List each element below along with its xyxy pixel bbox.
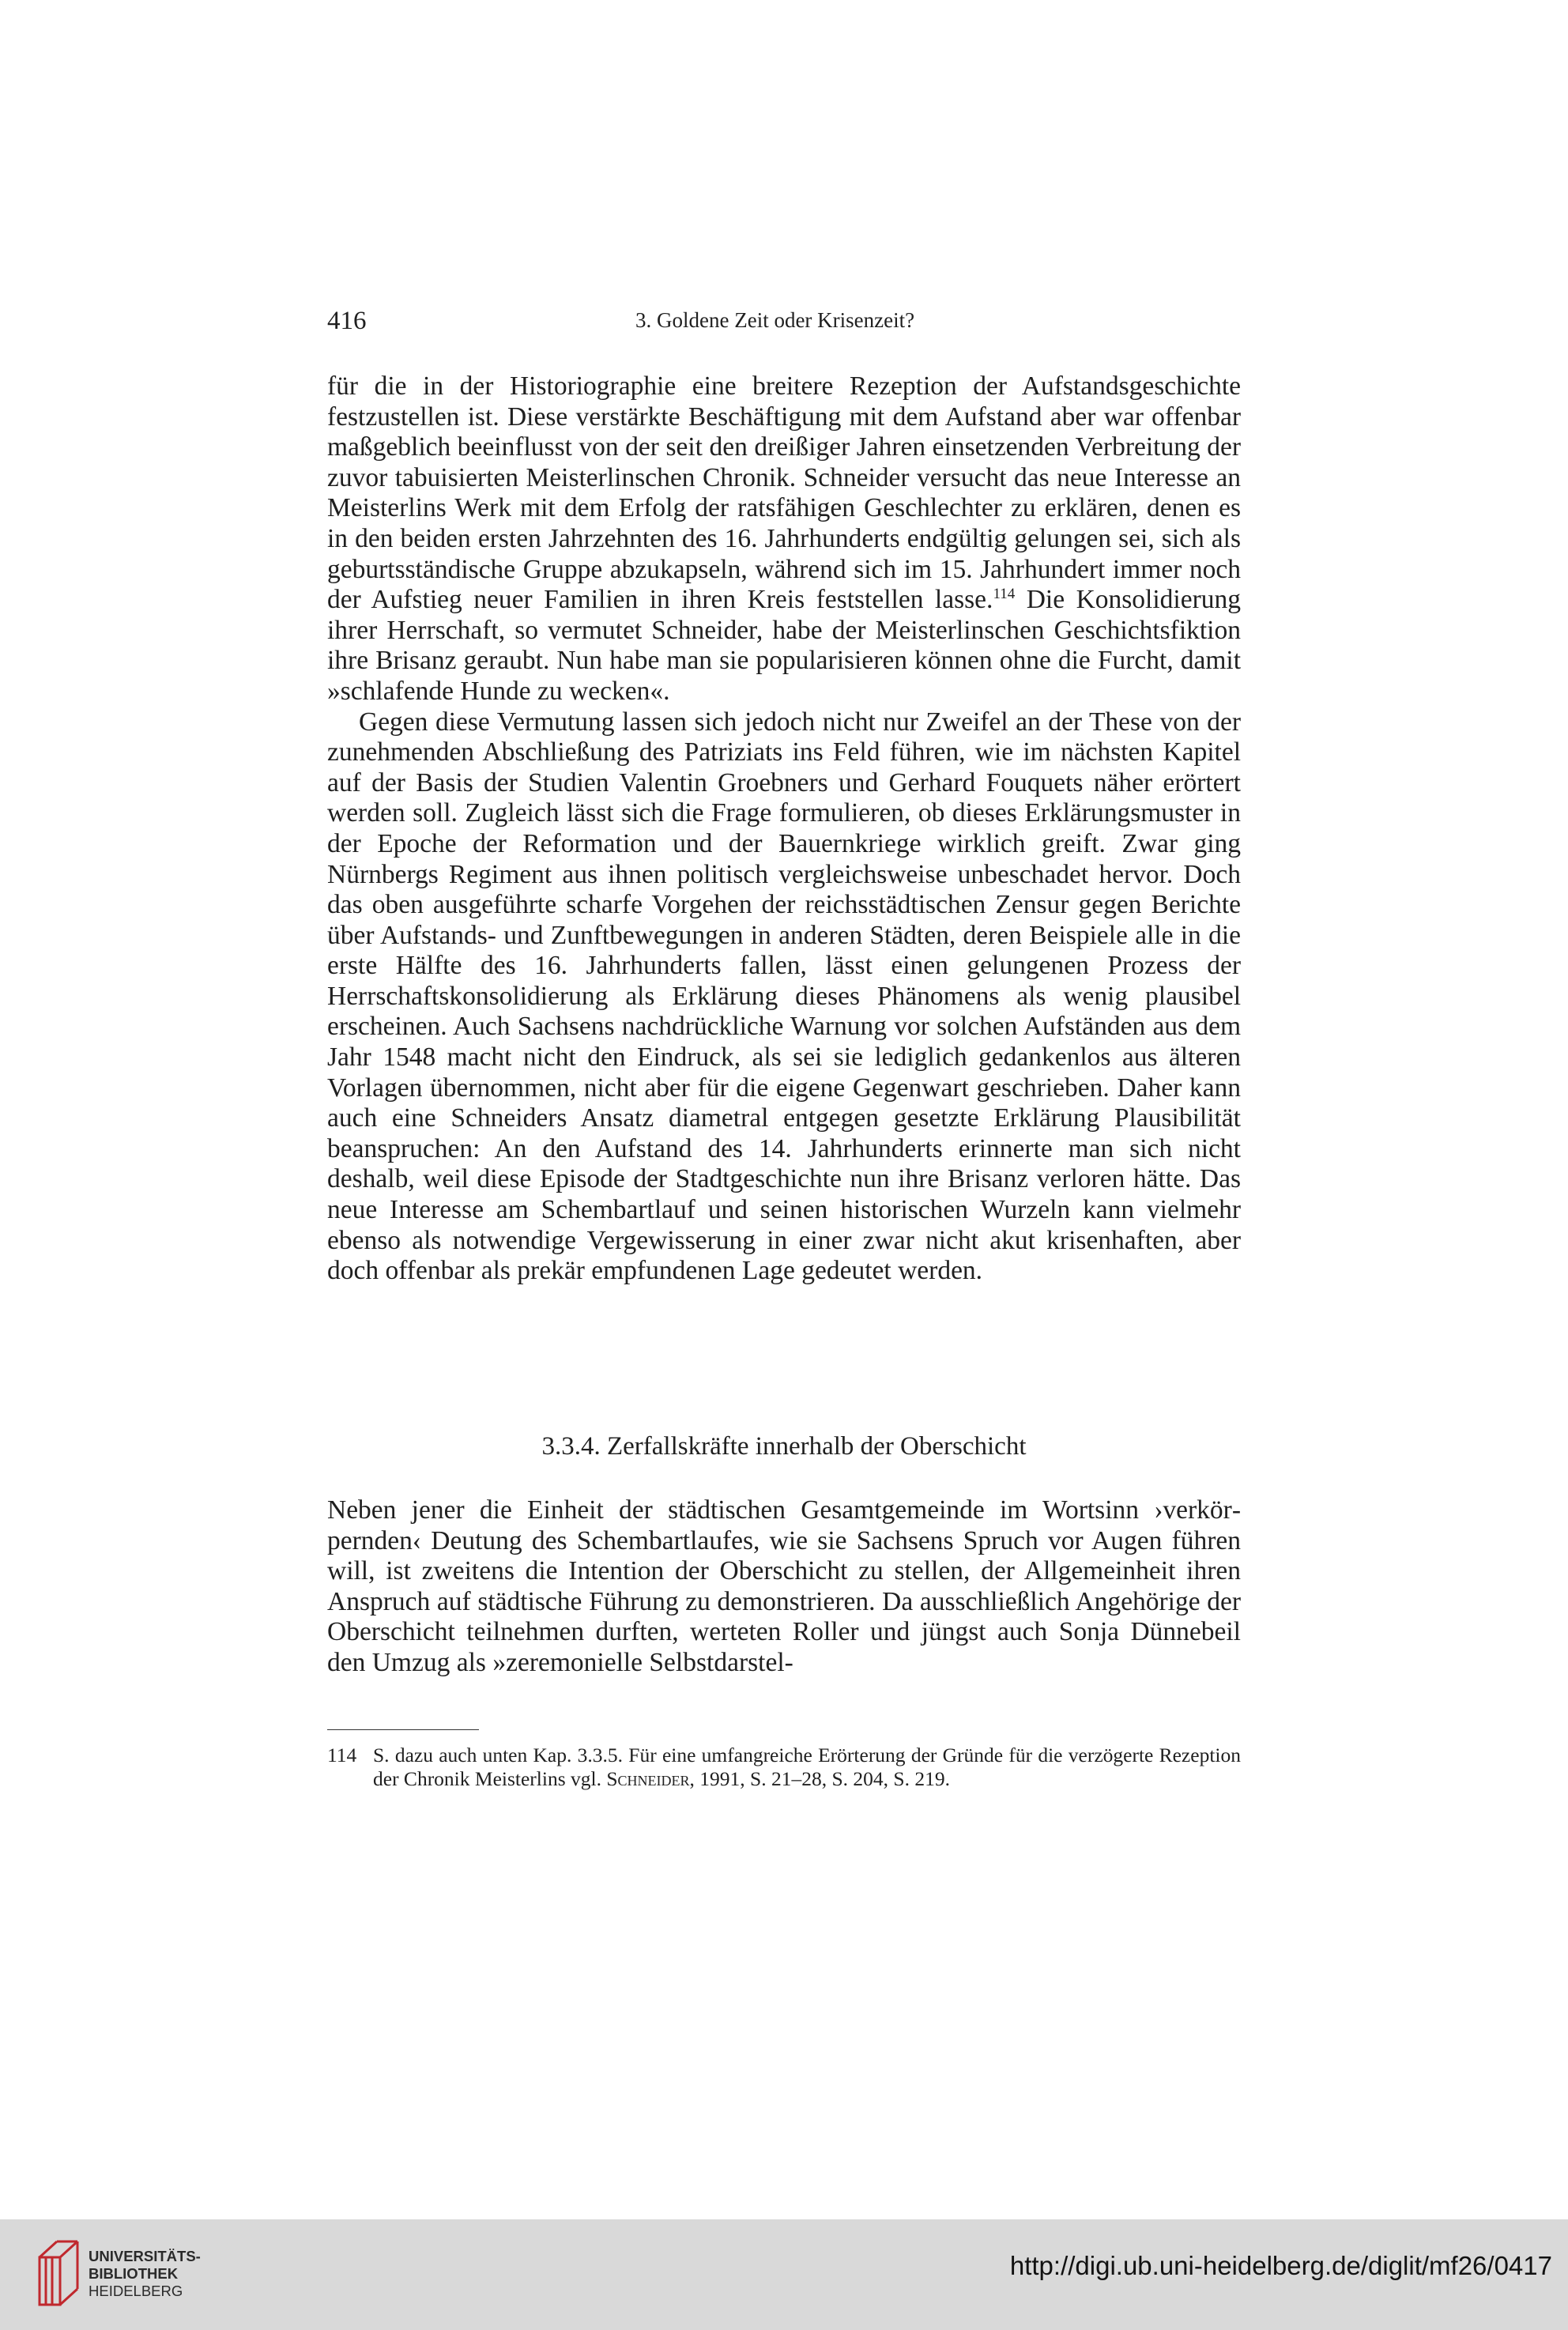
permalink-url[interactable]: http://digi.ub.uni-heidelberg.de/diglit/mf26/0417: [1009, 2251, 1552, 2280]
section-heading: 3.3.4. Zerfallskräfte innerhalb der Oberschicht: [541, 1432, 1027, 1461]
body-text: [327, 371, 1241, 1287]
footnote-divider: [327, 1729, 479, 1730]
footnote-text-a: S. dazu auch unten Kap. 3.3.5. Für eine umfangreiche Erörterung der Gründe für die verzögerte Rezeption der Chronik Meisterlins vgl.: [373, 1744, 1241, 1790]
page-number: 416: [327, 307, 367, 335]
paragraph-1: [327, 371, 1241, 707]
footnote-number: 114: [327, 1744, 357, 1766]
library-name-line-2: BIBLIOTHEK: [89, 2265, 179, 2282]
paragraph-2: Gegen diese Vermutung lassen sich jedoch nicht nur Zweifel an der These von der zunehmenden Abschließung des Patriziats ins Feld führen, wie im nächsten Kapitel auf der Basis der Studien Valentin Groebners und Gerhard Fouquets näher erörtert werden soll. Zugleich lässt sich die Frage formulieren, ob dieses Erklärungsmuster in der Epoche der Reformation und der Bauernkriege wirklich greift. Zwar ging Nürnbergs Regiment aus ihnen politisch vergleichsweise unbeschadet hervor. Doch das oben ausgeführte scharfe Vorgehen der reichsstädtischen Zensur gegen Berichte über Aufstands- und Zunftbewegungen in anderen Städten, deren Beispiele alle in die erste Hälfte des 16. Jahrhunderts fallen, lässt einen gelungenen Prozess der Herrschaftskonsolidierung als Erklärung dieses Phänomens als wenig plausibel erscheinen. Auch Sachsens nachdrückliche Warnung vor solchen Aufständen aus dem Jahr 1548 macht nicht den Eindruck, als sei sie lediglich gedankenlos aus älteren Vorlagen übernommen, nicht aber für die eigene Gegenwart geschrieben. Daher kann auch eine Schneiders Ansatz diametral entgegen gesetzte Erklärung Plausibilität beanspruchen: An den Aufstand des 14. Jahrhunderts erinnerte man sich nicht deshalb, weil diese Episode der Stadtgeschichte nun ihre Brisanz verloren hätte. Das neue Interesse am Schembartlauf und seinen historischen Wurzeln kann vielmehr ebenso als notwendige Vergewisserung in einer zwar nicht akut krisenhaften, aber doch offenbar als prekär empfundenen Lage gedeutet werden.: [327, 707, 1241, 1286]
paragraph-1-text-b: Die Konsolidierung ihrer Herrschaft, so vermutet Schneider, habe der Meisterlinschen Geschichtsfiktion ihre Brisanz geraubt. Nun habe man sie popularisieren können ohne die Furcht, damit »schlafende Hunde zu wecken«.: [327, 585, 1241, 706]
footnote-author: Schneider: [606, 1767, 690, 1790]
footer-bar: [0, 2219, 1568, 2330]
footnote-text: [373, 1744, 1241, 1791]
footnote-text-b: , 1991, S. 21–28, S. 204, S. 219.: [689, 1767, 950, 1790]
library-logo-icon: [32, 2235, 82, 2314]
library-name-line-1: UNIVERSITÄTS-: [89, 2248, 201, 2264]
footnote: [327, 1744, 1241, 1791]
page-header: [327, 307, 1241, 346]
paragraph-1-text-a: für die in der Historiographie eine breitere Rezeption der Aufstandsgeschichte festzustellen ist. Diese verstärkte Beschäftigung mit dem Aufstand aber war offenbar maßgeblich beeinflusst von der seit den dreißiger Jahren einsetzenden Verbreitung der zuvor tabuisierten Meisterlinschen Chronik. Schneider versucht das neue Interesse an Meisterlins Werk mit dem Erfolg der ratsfähigen Geschlechter zu erklären, denen es in den beiden ersten Jahrzehnten des 16. Jahrhunderts endgültig gelungen sei, sich als geburtsständische Gruppe abzukapseln, während sich im 15. Jahrhundert immer noch der Aufstieg neuer Familien in ihren Kreis feststellen lasse.: [327, 371, 1241, 615]
footnote-reference[interactable]: 114: [993, 586, 1016, 602]
section-paragraph: Neben jener die Einheit der städtischen Gesamtgemeinde im Wortsinn ›verkörpernden‹ Deutung des Schembartlaufes, wie sie Sachsens Spruch vor Augen führen will, ist zweitens die Intention der Oberschicht zu stellen, der Allgemeinheit ihren Anspruch auf städtische Führung zu demonstrieren. Da ausschließlich Angehörige der Oberschicht teilnehmen durften, werteten Roller und jüngst auch Sonja Dünnebeil den Umzug als »zeremonielle Selbstdarstel-: [327, 1495, 1241, 1677]
library-name-line-3: HEIDELBERG: [89, 2283, 183, 2299]
running-head: 3. Goldene Zeit oder Krisenzeit?: [635, 308, 915, 332]
library-name: [89, 2248, 201, 2300]
